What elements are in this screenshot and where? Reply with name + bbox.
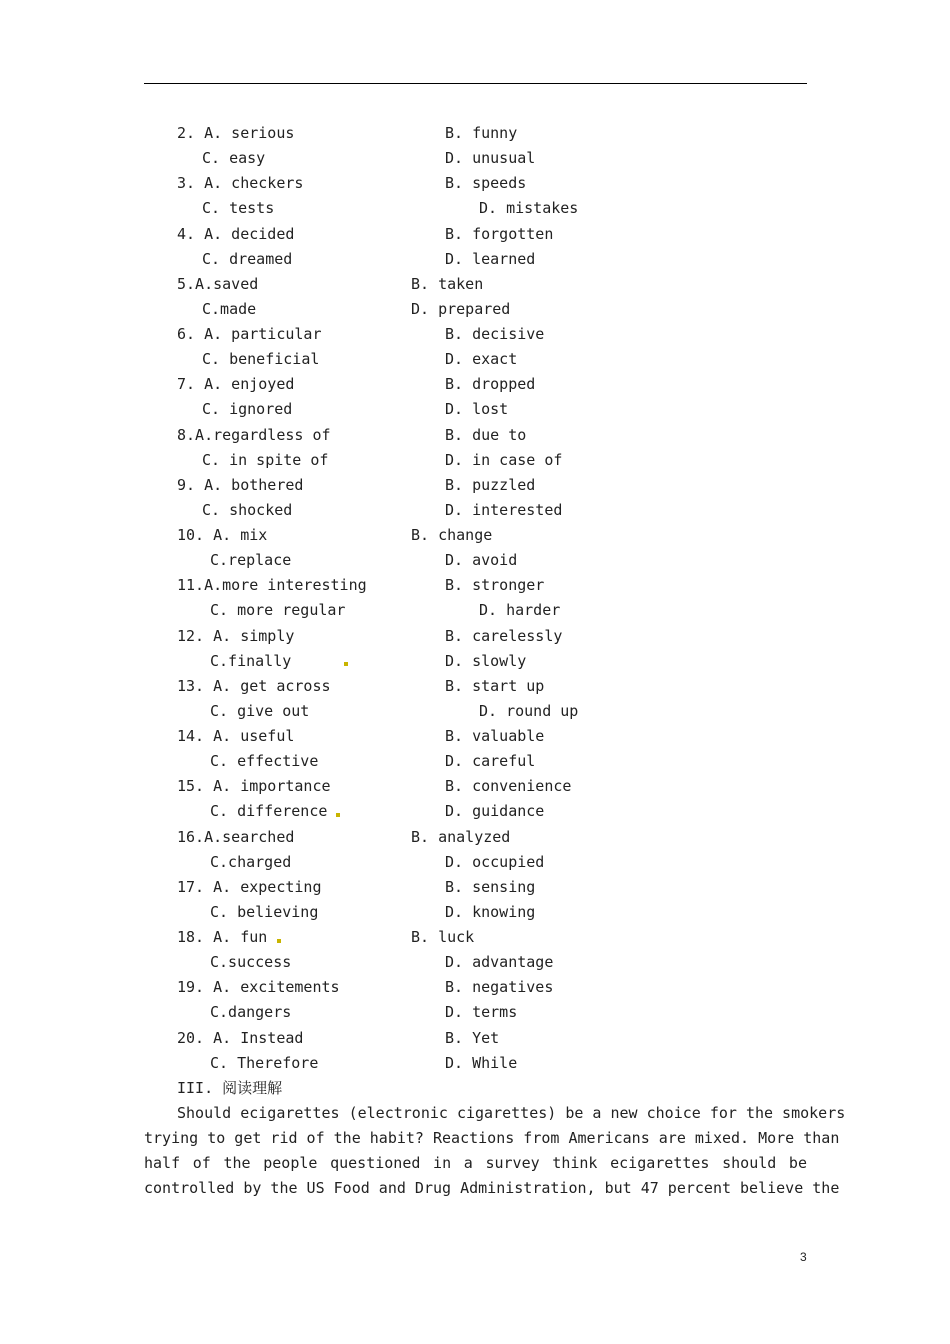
question-13-option-b: B. start up — [445, 676, 545, 695]
question-7-option-d: D. lost — [445, 400, 509, 419]
question-4-option-c: C. dreamed — [202, 249, 293, 268]
question-2-option-d: D. unusual — [445, 149, 536, 168]
passage-line: half of the people questioned in a survey think ecigarettes should be — [144, 1154, 807, 1172]
question-8-option-c: C. in spite of — [202, 450, 329, 469]
section-heading: III. 阅读理解 — [177, 1079, 283, 1097]
question-5-option-c: C.made — [202, 299, 257, 318]
question-8-option-b: B. due to — [445, 425, 527, 444]
question-12-option-b: B. carelessly — [445, 626, 563, 645]
question-15-option-c: C. difference — [210, 802, 328, 821]
question-17-option-b: B. sensing — [445, 877, 536, 896]
question-13-option-a: 13. A. get across — [177, 676, 331, 695]
question-6-option-b: B. decisive — [445, 325, 545, 343]
question-11-option-c: C. more regular — [210, 601, 346, 620]
question-6-option-c: C. beneficial — [202, 350, 320, 369]
question-10-option-b: B. change — [411, 526, 493, 544]
question-2-option-c: C. easy — [202, 149, 266, 168]
question-15-option-a: 15. A. importance — [177, 777, 331, 796]
passage-line: controlled by the US Food and Drug Administration, but 47 percent believe the — [144, 1179, 840, 1197]
question-9-option-d: D. interested — [445, 500, 563, 519]
question-8-option-a: 8.A.regardless of — [177, 425, 331, 444]
question-17-option-c: C. believing — [210, 902, 319, 921]
header-rule — [144, 83, 807, 84]
question-3-option-d: D. mistakes — [479, 199, 579, 218]
question-17-option-a: 17. A. expecting — [177, 877, 322, 896]
question-13-option-c: C. give out — [210, 701, 310, 720]
passage-line: trying to get rid of the habit? Reactions from Americans are mixed. More than — [144, 1129, 840, 1147]
question-19-option-b: B. negatives — [445, 978, 554, 997]
question-6-option-a: 6. A. particular — [177, 325, 322, 343]
question-11-option-d: D. harder — [479, 601, 561, 620]
question-4-option-a: 4. A. decided — [177, 224, 295, 243]
stray-mark — [336, 813, 340, 817]
question-14-option-d: D. careful — [445, 752, 536, 771]
question-3-option-c: C. tests — [202, 199, 275, 218]
question-12-option-d: D. slowly — [445, 651, 527, 670]
question-20-option-b: B. Yet — [445, 1028, 500, 1047]
passage-line: Should ecigarettes (electronic cigarettes) be a new choice for the smokers — [177, 1104, 846, 1122]
question-18-option-b: B. luck — [411, 928, 475, 946]
question-4-option-d: D. learned — [445, 249, 536, 268]
question-14-option-a: 14. A. useful — [177, 727, 295, 745]
question-10-option-c: C.replace — [210, 551, 292, 570]
question-5-option-a: 5.A.saved — [177, 274, 259, 293]
question-19-option-d: D. terms — [445, 1003, 518, 1022]
question-4-option-b: B. forgotten — [445, 224, 554, 243]
question-5-option-b: B. taken — [411, 274, 484, 293]
question-20-option-c: C. Therefore — [210, 1053, 319, 1072]
question-2-option-b: B. funny — [445, 124, 518, 142]
question-6-option-d: D. exact — [445, 350, 518, 369]
question-16-option-c: C.charged — [210, 852, 292, 871]
stray-mark — [277, 939, 281, 943]
question-15-option-b: B. convenience — [445, 777, 572, 796]
question-16-option-a: 16.A.searched — [177, 827, 295, 846]
question-5-option-d: D. prepared — [411, 299, 511, 318]
question-7-option-c: C. ignored — [202, 400, 293, 419]
question-16-option-d: D. occupied — [445, 852, 545, 871]
question-7-option-b: B. dropped — [445, 375, 536, 394]
question-9-option-b: B. puzzled — [445, 475, 536, 494]
question-18-option-c: C.success — [210, 953, 292, 972]
question-7-option-a: 7. A. enjoyed — [177, 375, 295, 394]
question-9-option-a: 9. A. bothered — [177, 475, 304, 494]
question-18-option-d: D. advantage — [445, 953, 554, 972]
question-10-option-d: D. avoid — [445, 551, 518, 570]
question-13-option-d: D. round up — [479, 701, 579, 720]
question-15-option-d: D. guidance — [445, 802, 545, 821]
question-11-option-b: B. stronger — [445, 576, 545, 595]
question-20-option-d: D. While — [445, 1053, 518, 1072]
question-12-option-a: 12. A. simply — [177, 626, 295, 645]
stray-mark — [344, 662, 348, 666]
question-10-option-a: 10. A. mix — [177, 526, 268, 544]
question-8-option-d: D. in case of — [445, 450, 563, 469]
question-9-option-c: C. shocked — [202, 500, 293, 519]
question-14-option-c: C. effective — [210, 752, 319, 771]
question-19-option-a: 19. A. excitements — [177, 978, 340, 997]
question-17-option-d: D. knowing — [445, 902, 536, 921]
question-3-option-a: 3. A. checkers — [177, 174, 304, 193]
question-3-option-b: B. speeds — [445, 174, 527, 193]
question-2-option-a: 2. A. serious — [177, 124, 295, 142]
question-19-option-c: C.dangers — [210, 1003, 292, 1022]
question-12-option-c: C.finally — [210, 651, 292, 670]
question-11-option-a: 11.A.more interesting — [177, 576, 367, 595]
page-number: 3 — [800, 1250, 807, 1264]
question-20-option-a: 20. A. Instead — [177, 1028, 304, 1047]
question-14-option-b: B. valuable — [445, 727, 545, 745]
question-16-option-b: B. analyzed — [411, 827, 511, 846]
question-18-option-a: 18. A. fun — [177, 928, 268, 946]
